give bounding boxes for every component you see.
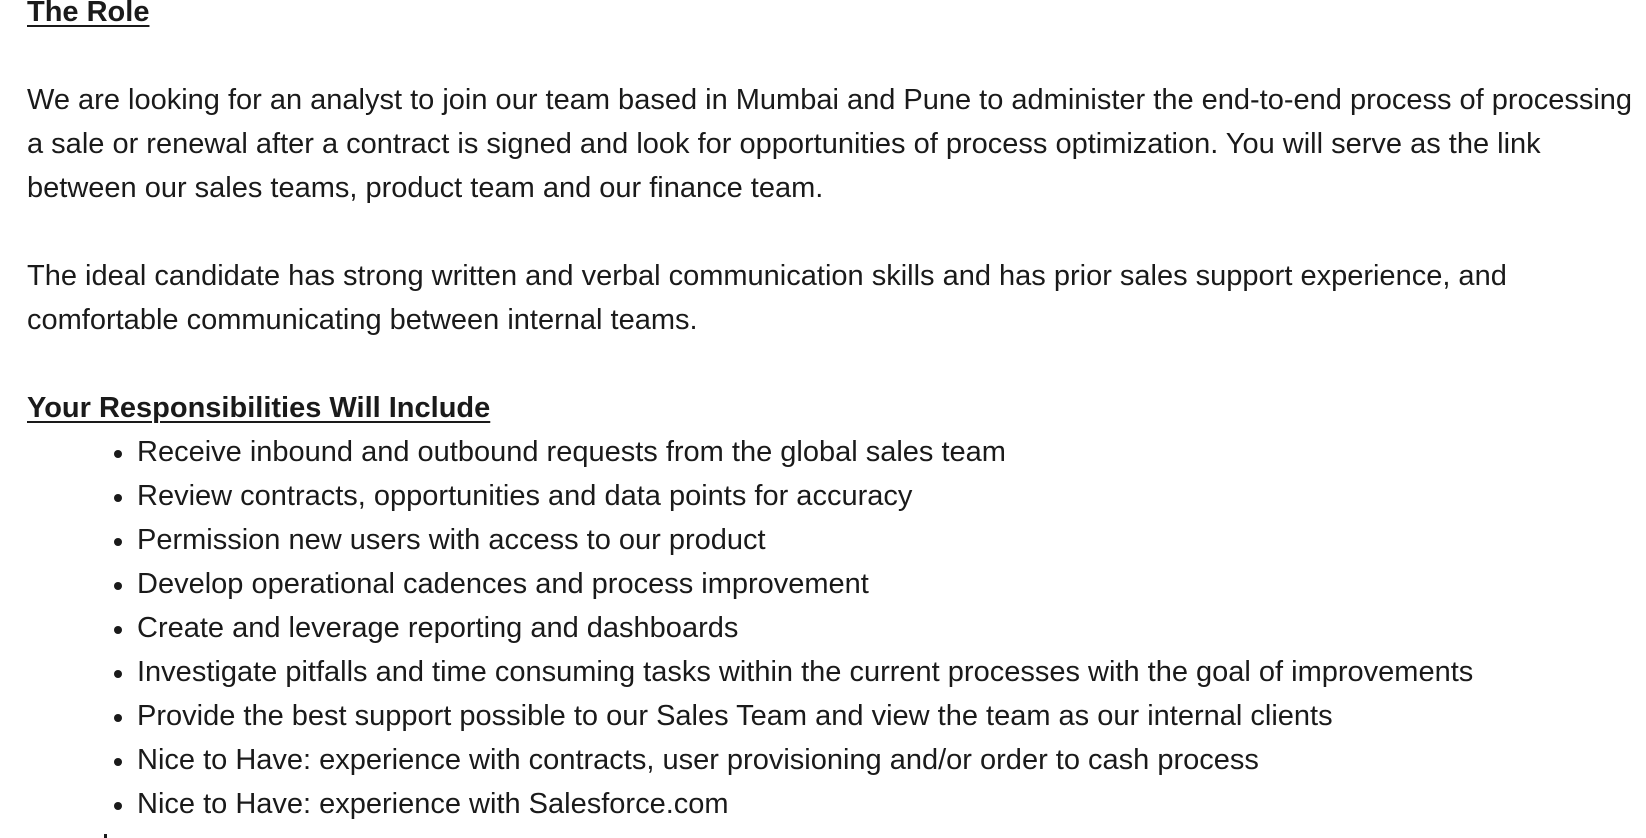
role-paragraph-intro: We are looking for an analyst to join our team based in Mumbai and Pune to administer the end-to-end process of processing a sale or renewal after a contract is signed and look for opportunities of process optimization. You will serve as the link between our sales teams, product team and our finance team. xyxy=(27,84,1633,204)
clipped-bullet-icon xyxy=(104,834,107,838)
list-item: Provide the best support possible to our Sales Team and view the team as our internal clients xyxy=(137,694,1637,738)
job-description xyxy=(27,0,1637,826)
responsibilities-list xyxy=(27,430,1637,826)
list-item: Nice to Have: experience with contracts, user provisioning and/or order to cash process xyxy=(137,738,1637,782)
list-item: Investigate pitfalls and time consuming tasks within the current processes with the goal of improvements xyxy=(137,650,1637,694)
list-item: Develop operational cadences and process improvement xyxy=(137,562,1637,606)
list-item: Review contracts, opportunities and data points for accuracy xyxy=(137,474,1637,518)
list-item: Create and leverage reporting and dashboards xyxy=(137,606,1637,650)
list-item: Receive inbound and outbound requests from the global sales team xyxy=(137,430,1637,474)
role-paragraph-ideal-candidate: The ideal candidate has strong written and verbal communication skills and has prior sales support experience, and comfortable communicating between internal teams. xyxy=(27,260,1507,336)
list-item: Nice to Have: experience with Salesforce.com xyxy=(137,782,1637,826)
role-heading: The Role xyxy=(27,0,150,28)
list-item: Permission new users with access to our product xyxy=(137,518,1637,562)
responsibilities-heading: Your Responsibilities Will Include xyxy=(27,392,491,424)
